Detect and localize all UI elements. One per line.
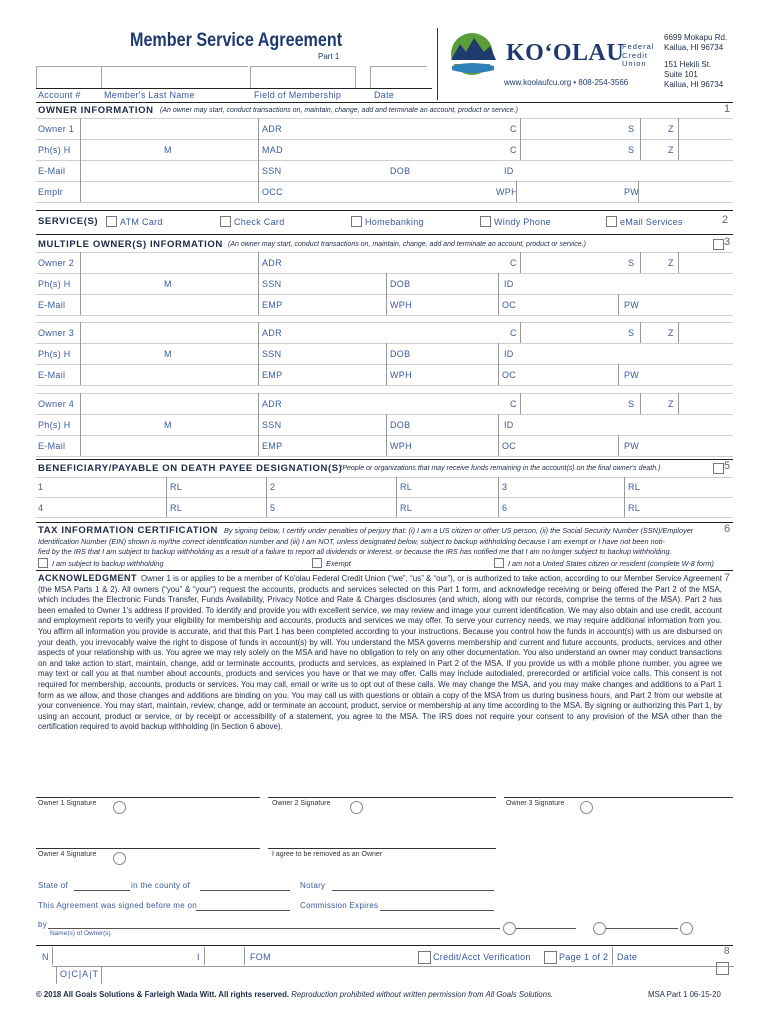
owner4-oc-label: OC — [502, 441, 517, 451]
homebanking-label: Homebanking — [365, 217, 424, 227]
acknowledgment-body: Owner 1 is or applies to be a member of Ko'olau Federal Credit Union (“we”, “us” & “our”), or is authorized to take action, according to our Member Service Agreement (the MSA Parts 1 & 2). All owners (“you” & “your”) request the accounts, products and services selected on this Part 1 form, and acknowledge receiving or being offered the Part 2 of the MSA, which includes the Electronic Funds Transfer, Funds Availability, Privacy Notice and Rate & Charges disclosures (and which, along with our records, comprise the terms of the MSA). Part 2 has been emailed to Owner 1's address if provided. To identify and provide you with excellent service, we may review and image your current identification. We may also obtain and use credit, account and employment reports to verify your eligibility for membership and accounts, products and services we may offer. To serve your currency needs, we may require additional information from you. You affirm all information you provide is accurate, and that this Part 1 has been completed according to your instructions. Because you control how the funds in account(s) with us are disbursed on your death, you irrevocably waive the right to dispose of funds in account(s) by will. You understand the MSA governs membership and current and future accounts, products, services and other aspects of your relationship with us. You agree we may rely solely on the MSA and have no obligation to rely on any other documentation. You also understand an owner may conduct transactions on and take action to start, maintain, change, add or terminate accounts, products and services, as explained in Part 2 of the MSA. If you provide us with a mobile phone number, you agree we may text or call you at that number about accounts, products and services you have or that we may offer. Calls may include autodialed, prerecorded or artificial voice calls. This consent is not required for membership, accounts, products or services. You may call, email or write us to opt out of these calls. We may change the MSA, and you may make changes and additions to a Part 1 form as we allow, and those changes and additions are binding on you. You may call us with questions or obtain a copy of the MSA from us during business hours, and Part 2 from our website at your convenience. You may start, maintain, review, change, add or terminate an account, product, service or membership at any time according to the MSA. By signing or authorizing this Part 1, by using an account, product or service, or by receipt or accessibility of a statement, you agree to the MSA. The IRS does not require your consent to any provision of the MSA other than the certification required to avoid backup withholding (in Section 6 above). — [38, 574, 722, 732]
rl-4-label: RL — [170, 503, 183, 513]
commission-label: Commission Expires — [300, 901, 379, 910]
tax-heading: TAX INFORMATION CERTIFICATION — [38, 525, 218, 536]
owner2-pw-label: PW — [624, 300, 640, 310]
owner4-label: Owner 4 — [38, 399, 75, 409]
beneficiary-4-label: 4 — [38, 503, 44, 513]
section-number-5: 5 — [724, 460, 731, 472]
employer-label: Emplr — [38, 187, 64, 197]
ocat-boxes: O|C|A|T — [60, 969, 100, 979]
owner2-signature-label: Owner 2 Signature — [272, 800, 331, 807]
by-line[interactable] — [48, 928, 500, 929]
city2-label: C — [510, 145, 517, 155]
removed-owner-label: I agree to be removed as an Owner — [272, 851, 383, 858]
form-id: MSA Part 1 06-15-20 — [648, 990, 721, 999]
owner2-email-label: E-Mail — [38, 300, 66, 310]
owner3-signature-label: Owner 3 Signature — [506, 800, 565, 807]
acknowledgment-heading: ACKNOWLEDGMENT — [38, 573, 137, 583]
fom-label: FOM — [250, 952, 271, 962]
phone-home-label: Ph(s) H — [38, 145, 71, 155]
owner3-label: Owner 3 — [38, 328, 75, 338]
non-us-checkbox[interactable] — [494, 558, 504, 568]
multiple-owners-checkbox[interactable] — [713, 239, 724, 250]
rl-1-label: RL — [170, 482, 183, 492]
owner4-phs-label: Ph(s) H — [38, 420, 71, 430]
tax-line-1: By signing below, I certify under penalties of perjury that: (i) I am a US citizen or other US person, (ii) the Social Security Number (SSN)/Employer — [224, 526, 694, 535]
state2-label: S — [628, 145, 635, 155]
owner4-ssn-label: SSN — [262, 420, 282, 430]
owner2-s-label: S — [628, 258, 635, 268]
zip-label: Z — [668, 124, 674, 134]
date-field[interactable] — [370, 66, 427, 89]
owner-information-heading: OWNER INFORMATION — [38, 105, 154, 116]
notary-line[interactable] — [332, 890, 494, 891]
email-label: E-Mail — [38, 166, 66, 176]
multiple-owners-note: (An owner may start, conduct transactions on, maintain, change, add and terminate an account, product or service.) — [228, 241, 586, 248]
beneficiary-1-label: 1 — [38, 482, 44, 492]
adr-label: ADR — [262, 124, 282, 134]
page-checkbox[interactable] — [544, 951, 557, 964]
rl-6-label: RL — [628, 503, 641, 513]
id-label: ID — [504, 166, 514, 176]
owner3-oc-label: OC — [502, 370, 517, 380]
section-number-1: 1 — [724, 103, 731, 115]
ssn-label: SSN — [262, 166, 282, 176]
non-us-label: I am not a United States citizen or resident (complete W-8 form) — [508, 559, 714, 568]
owner2-m-label: M — [164, 279, 172, 289]
owner4-id-label: ID — [504, 420, 514, 430]
owner1-signature-label: Owner 1 Signature — [38, 800, 97, 807]
owner3-m-label: M — [164, 349, 172, 359]
owner4-z-label: Z — [668, 399, 674, 409]
email-services-label: eMail Services — [620, 217, 683, 227]
section-number-3: 3 — [724, 236, 731, 248]
address-hekili: 151 Hekili St. Suite 101 Kailua, HI 96734 — [664, 60, 724, 89]
beneficiary-checkbox[interactable] — [713, 463, 724, 474]
check-card-label: Check Card — [234, 217, 285, 227]
owner2-c-label: C — [510, 258, 517, 268]
footer-checkbox[interactable] — [716, 962, 729, 975]
owner3-phs-label: Ph(s) H — [38, 349, 71, 359]
owner2-phs-label: Ph(s) H — [38, 279, 71, 289]
county-line[interactable] — [200, 890, 290, 891]
beneficiary-note: (People or organizations that may receive funds remaining in the account(s) on the final owner's death.) — [340, 465, 661, 472]
owner2-fields[interactable] — [84, 254, 254, 271]
section-number-7: 7 — [724, 572, 731, 584]
email-services-checkbox[interactable] — [606, 216, 617, 227]
owner4-s-label: S — [628, 399, 635, 409]
notary-circle-2[interactable] — [593, 922, 606, 935]
owner2-dob-label: DOB — [390, 279, 411, 289]
owner2-label: Owner 2 — [38, 258, 75, 268]
date-footer-label: Date — [617, 952, 638, 962]
field-of-membership-field[interactable] — [250, 66, 356, 89]
i-label: I — [197, 952, 200, 962]
brand-sub: Federal Credit Union — [622, 42, 655, 68]
check-card-checkbox[interactable] — [220, 216, 231, 227]
owner3-adr-label: ADR — [262, 328, 282, 338]
owner2-signature-circle[interactable] — [350, 801, 363, 814]
owner3-signature-circle[interactable] — [580, 801, 593, 814]
owner4-dob-label: DOB — [390, 420, 411, 430]
commission-line[interactable] — [380, 910, 494, 911]
form-title: Member Service Agreement — [130, 30, 343, 51]
owner3-ssn-label: SSN — [262, 349, 282, 359]
brand-name: KO‘OLAU — [506, 40, 625, 66]
tax-line-3: fied by the IRS that I am subject to backup withholding as a result of a failure to report all dividends or interest, or because the IRS has notified me that I am no longer subject to backup withholding. — [38, 547, 672, 556]
rl-5-label: RL — [400, 503, 413, 513]
homebanking-checkbox[interactable] — [351, 216, 362, 227]
field-of-membership-label: Field of Membership — [254, 90, 342, 100]
notary-label: Notary — [300, 881, 326, 890]
names-of-owners-label: Name(s) of Owner(s) — [50, 930, 111, 937]
owner2-wph-label: WPH — [390, 300, 412, 310]
owner4-adr-label: ADR — [262, 399, 282, 409]
form-part: Part 1 — [318, 52, 340, 61]
acknowledgment-text — [38, 573, 722, 733]
owner3-s-label: S — [628, 328, 635, 338]
account-label: Account # — [38, 90, 81, 100]
credit-verification-checkbox[interactable] — [418, 951, 431, 964]
owner2-ssn-label: SSN — [262, 279, 282, 289]
n-label: N — [42, 952, 49, 962]
reproduction-text: Reproduction prohibited without written permission from All Goals Solutions. — [291, 990, 554, 999]
exempt-label: Exempt — [326, 559, 351, 568]
copyright-footer — [36, 990, 553, 999]
occupation-label: OCC — [262, 187, 283, 197]
signed-before-line[interactable] — [196, 910, 290, 911]
state-label: S — [628, 124, 635, 134]
work-phone-label: WPH — [496, 187, 518, 197]
owner4-m-label: M — [164, 420, 172, 430]
rl-2-label: RL — [400, 482, 413, 492]
section-number-8: 8 — [724, 946, 730, 957]
section-number-2: 2 — [722, 214, 729, 226]
page-label: Page 1 of 2 — [559, 952, 609, 962]
beneficiary-5-label: 5 — [270, 503, 276, 513]
atm-card-checkbox[interactable] — [106, 216, 117, 227]
mobile-label: M — [164, 145, 172, 155]
notary-circle-3[interactable] — [680, 922, 693, 935]
windy-phone-label: Windy Phone — [494, 217, 551, 227]
tax-line-2: Identification Number (EIN) shown is my/the correct identification number and (iii) I am NOT, unless designated below, subject to backup withholding because I am exempt or I have not been noti- — [38, 537, 665, 546]
owner3-email-label: E-Mail — [38, 370, 66, 380]
by-label: by — [38, 920, 48, 929]
credit-verification-label: Credit/Acct Verification — [433, 952, 531, 962]
last-name-field[interactable] — [100, 66, 248, 89]
county-label: in the county of — [131, 881, 191, 890]
beneficiary-heading: BENEFICIARY/PAYABLE ON DEATH PAYEE DESIGNATION(S) — [38, 463, 343, 474]
owner2-emp-label: EMP — [262, 300, 283, 310]
section-number-6: 6 — [724, 523, 731, 535]
copyright-text: © 2018 All Goals Solutions & Farleigh Wada Witt. All rights reserved. — [36, 990, 290, 999]
city-label: C — [510, 124, 517, 134]
owner4-pw-label: PW — [624, 441, 640, 451]
owner3-wph-label: WPH — [390, 370, 412, 380]
owner4-fields[interactable] — [84, 395, 254, 412]
address-mokapu: 6699 Mokapu Rd. Kailua, HI 96734 — [664, 33, 728, 52]
owner1-label: Owner 1 — [38, 124, 75, 134]
owner4-email-label: E-Mail — [38, 441, 66, 451]
owner1-signature-circle[interactable] — [113, 801, 126, 814]
windy-phone-checkbox[interactable] — [480, 216, 491, 227]
owner4-signature-circle[interactable] — [113, 852, 126, 865]
owner3-emp-label: EMP — [262, 370, 283, 380]
website-phone: www.koolaufcu.org • 808-254-3566 — [504, 78, 629, 87]
mailing-address-label: MAD — [262, 145, 283, 155]
date-label: Date — [374, 90, 395, 100]
owner4-signature-label: Owner 4 Signature — [38, 851, 97, 858]
owner3-pw-label: PW — [624, 370, 640, 380]
owner3-fields[interactable] — [84, 324, 254, 341]
notary-circle-1[interactable] — [503, 922, 516, 935]
owner3-z-label: Z — [668, 328, 674, 338]
state-of-label: State of — [38, 881, 68, 890]
owner2-z-label: Z — [668, 258, 674, 268]
atm-card-label: ATM Card — [120, 217, 163, 227]
koolau-logo-icon — [446, 30, 502, 76]
multiple-owners-heading: MULTIPLE OWNER(S) INFORMATION — [38, 239, 223, 250]
password-label: PW — [624, 187, 640, 197]
backup-withholding-label: I am subject to backup withholding — [52, 559, 164, 568]
owner2-id-label: ID — [504, 279, 514, 289]
zip2-label: Z — [668, 145, 674, 155]
signed-before-label: This Agreement was signed before me on — [38, 901, 198, 910]
backup-withholding-checkbox[interactable] — [38, 558, 48, 568]
beneficiary-6-label: 6 — [502, 503, 508, 513]
owner2-adr-label: ADR — [262, 258, 282, 268]
services-heading: SERVICE(S) — [38, 216, 99, 227]
dob-label: DOB — [390, 166, 411, 176]
owner3-id-label: ID — [504, 349, 514, 359]
owner4-wph-label: WPH — [390, 441, 412, 451]
account-number-field[interactable] — [36, 66, 102, 89]
state-of-line[interactable] — [74, 890, 130, 891]
exempt-checkbox[interactable] — [312, 558, 322, 568]
rl-3-label: RL — [628, 482, 641, 492]
last-name-label: Member's Last Name — [104, 90, 195, 100]
owner-information-note: (An owner may start, conduct transactions on, maintain, change, add and terminate an account, product or service.) — [160, 107, 518, 114]
owner3-c-label: C — [510, 328, 517, 338]
beneficiary-3-label: 3 — [502, 482, 508, 492]
owner4-emp-label: EMP — [262, 441, 283, 451]
owner4-c-label: C — [510, 399, 517, 409]
owner3-dob-label: DOB — [390, 349, 411, 359]
beneficiary-2-label: 2 — [270, 482, 276, 492]
owner2-oc-label: OC — [502, 300, 517, 310]
